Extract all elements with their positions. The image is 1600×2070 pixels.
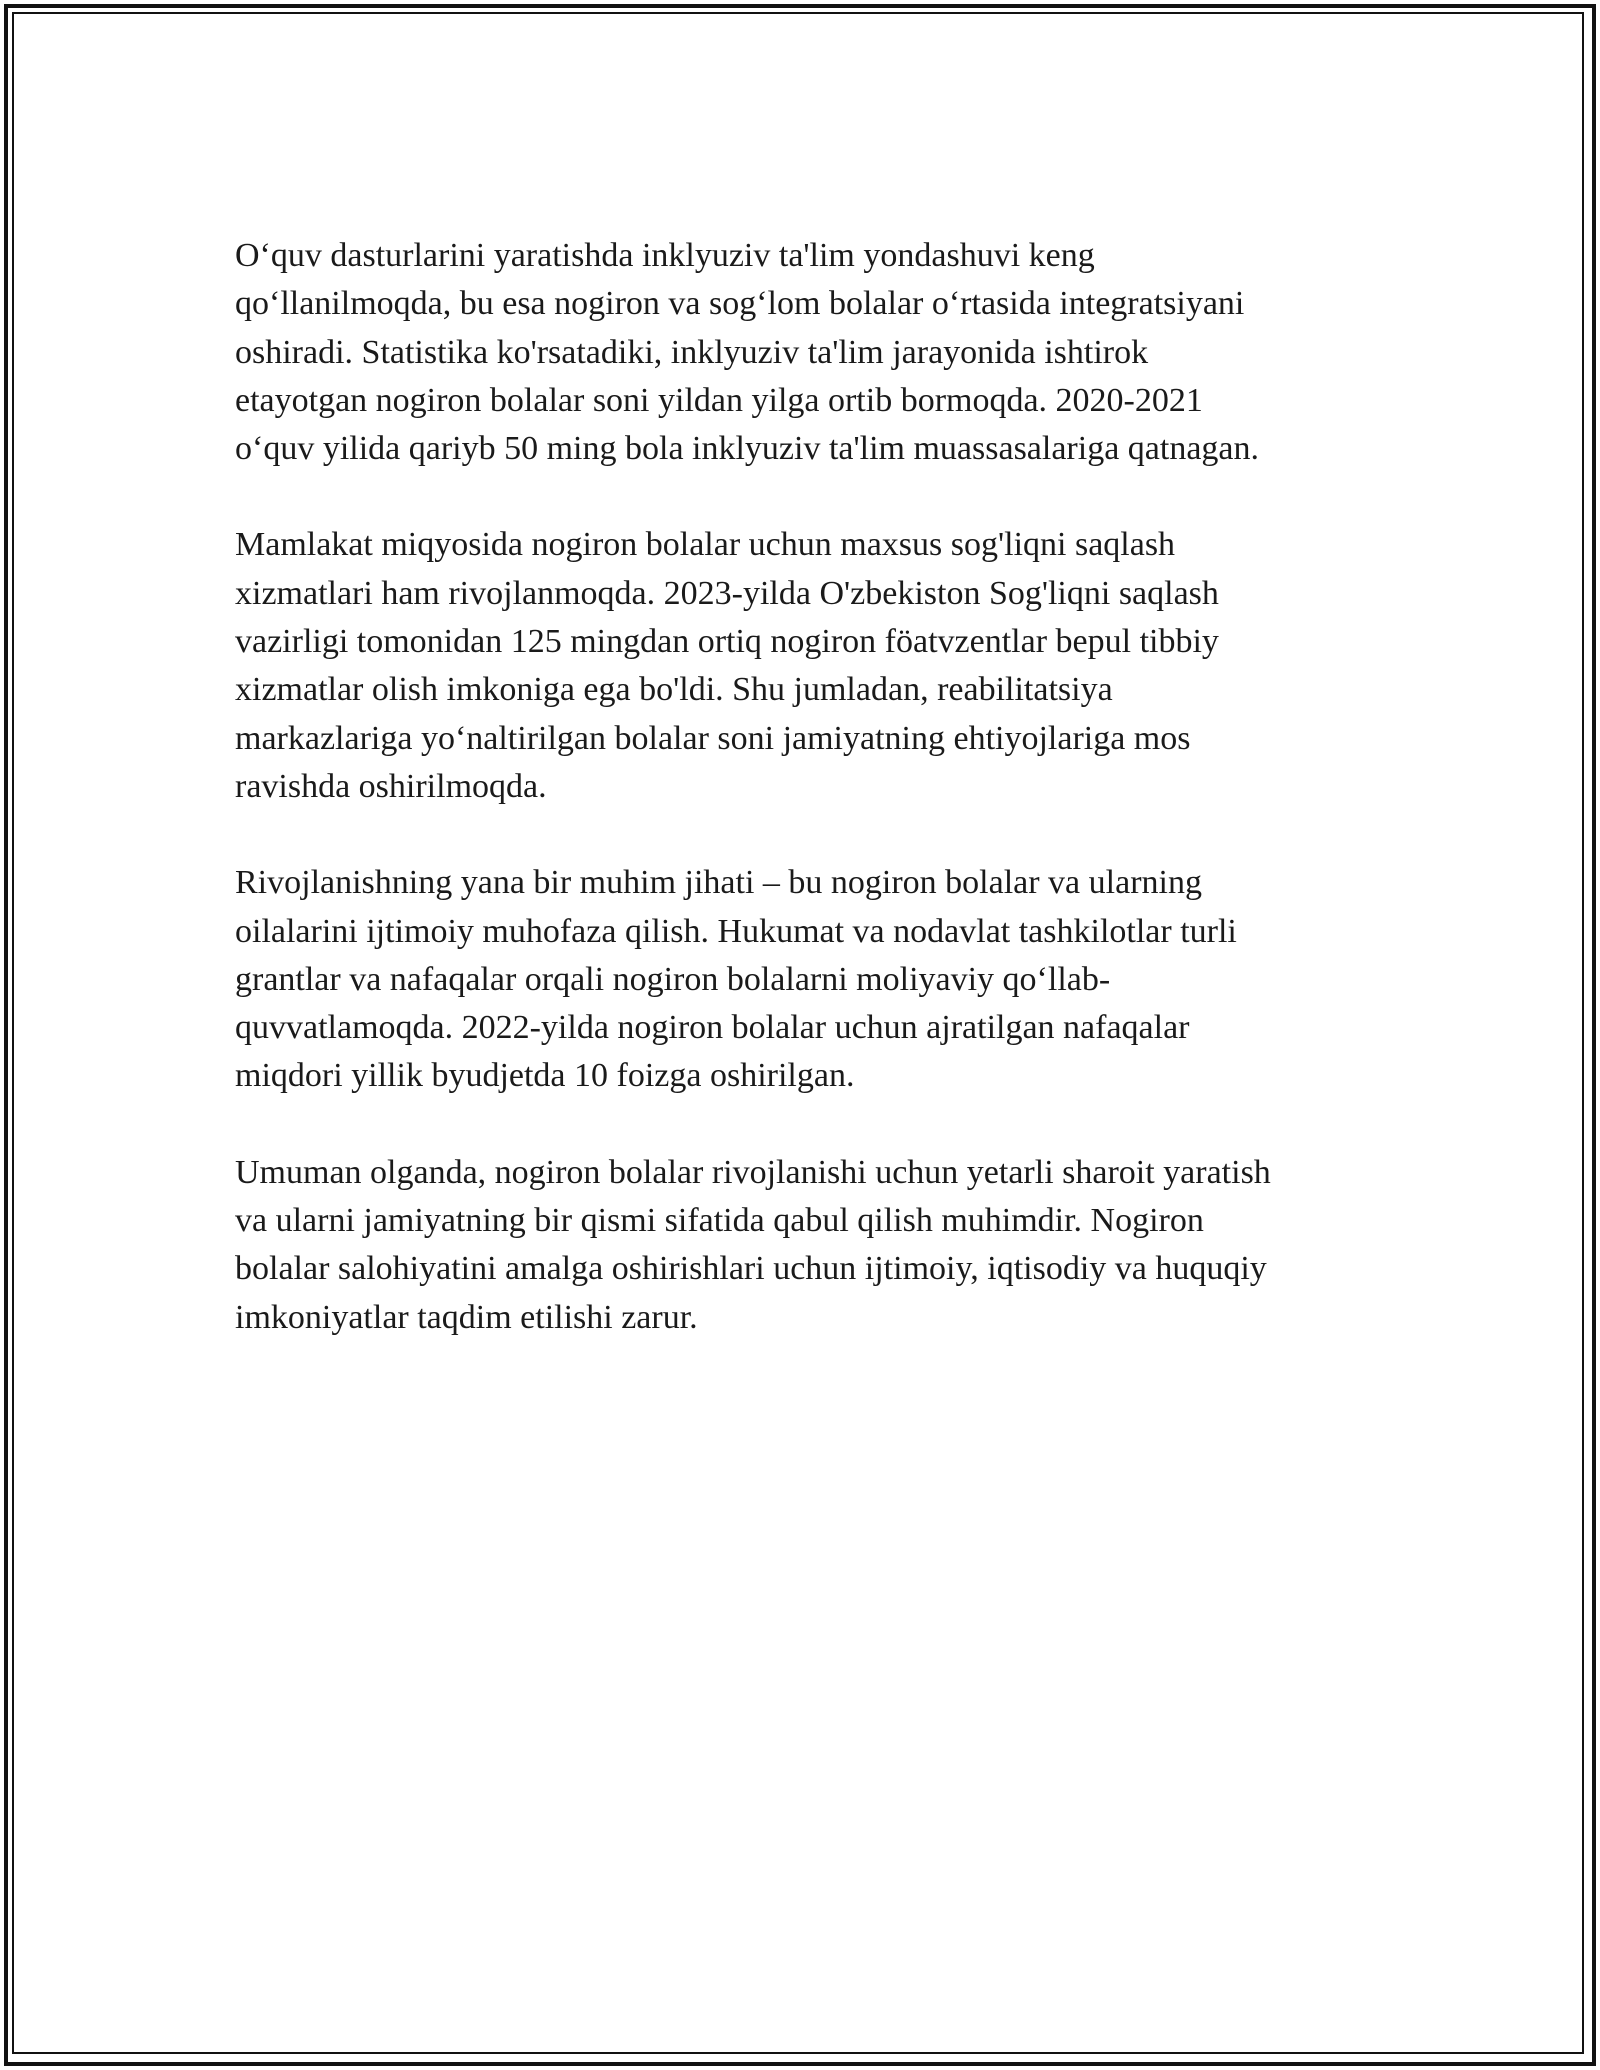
text-line: imkoniyatlar taqdim etilishi zarur. [235, 1298, 698, 1336]
text-line: vazirligi tomonidan 125 mingdan ortiq nogiron föatvzentlar bepul tibbiy [235, 623, 1219, 661]
text-line: etayotgan nogiron bolalar soni yildan yilga ortib bormoqda. 2020-2021 [235, 381, 1203, 419]
text-line: bolalar salohiyatini amalga oshirishlari uchun ijtimoiy, iqtisodiy va huquqiy [235, 1250, 1267, 1288]
text-line: xizmatlari ham rivojlanmoqda. 2023-yilda O'zbekiston Sog'liqni saqlash [235, 574, 1219, 612]
text-line: O‘quv dasturlarini yaratishda inklyuziv ta'lim yondashuvi keng [235, 237, 1095, 274]
text-line: Umuman olganda, nogiron bolalar rivojlanishi uchun yetarli sharoit yaratish [235, 1153, 1271, 1191]
paragraph-conclusion [235, 1149, 1365, 1342]
text-line: markazlariga yo‘naltirilgan bolalar soni jamiyatning ehtiyojlariga mos [235, 719, 1191, 757]
text-line: oilalarini ijtimoiy muhofaza qilish. Hukumat va nodavlat tashkilotlar turli [235, 912, 1237, 950]
text-line: quvvatlamoqda. 2022-yilda nogiron bolalar uchun ajratilgan nafaqalar [235, 1009, 1190, 1047]
text-line: Mamlakat miqyosida nogiron bolalar uchun maxsus sog'liqni saqlash [235, 526, 1176, 564]
paragraph-health-services [235, 521, 1365, 811]
text-line: miqdori yillik byudjetda 10 foizga oshirilgan. [235, 1057, 855, 1095]
text-line: va ularni jamiyatning bir qismi sifatida qabul qilish muhimdir. Nogiron [235, 1202, 1204, 1240]
paragraph-social-protection [235, 859, 1365, 1100]
document-body [235, 232, 1365, 1390]
text-line: oshiradi. Statistika ko'rsatadiki, inklyuziv ta'lim jarayonida ishtirok [235, 333, 1149, 371]
text-line: o‘quv yilida qariyb 50 ming bola inklyuziv ta'lim muassasalariga qatnagan. [235, 430, 1260, 468]
text-line: xizmatlar olish imkoniga ega bo'ldi. Shu jumladan, reabilitatsiya [235, 671, 1113, 709]
text-line: grantlar va nafaqalar orqali nogiron bolalarni moliyaviy qo‘llab- [235, 960, 1111, 998]
paragraph-inclusive-education [235, 232, 1365, 473]
text-line: qo‘llanilmoqda, bu esa nogiron va sog‘lom bolalar o‘rtasida integratsiyani [235, 285, 1245, 323]
text-line: ravishda oshirilmoqda. [235, 767, 547, 805]
text-line: Rivojlanishning yana bir muhim jihati – bu nogiron bolalar va ularning [235, 864, 1202, 902]
